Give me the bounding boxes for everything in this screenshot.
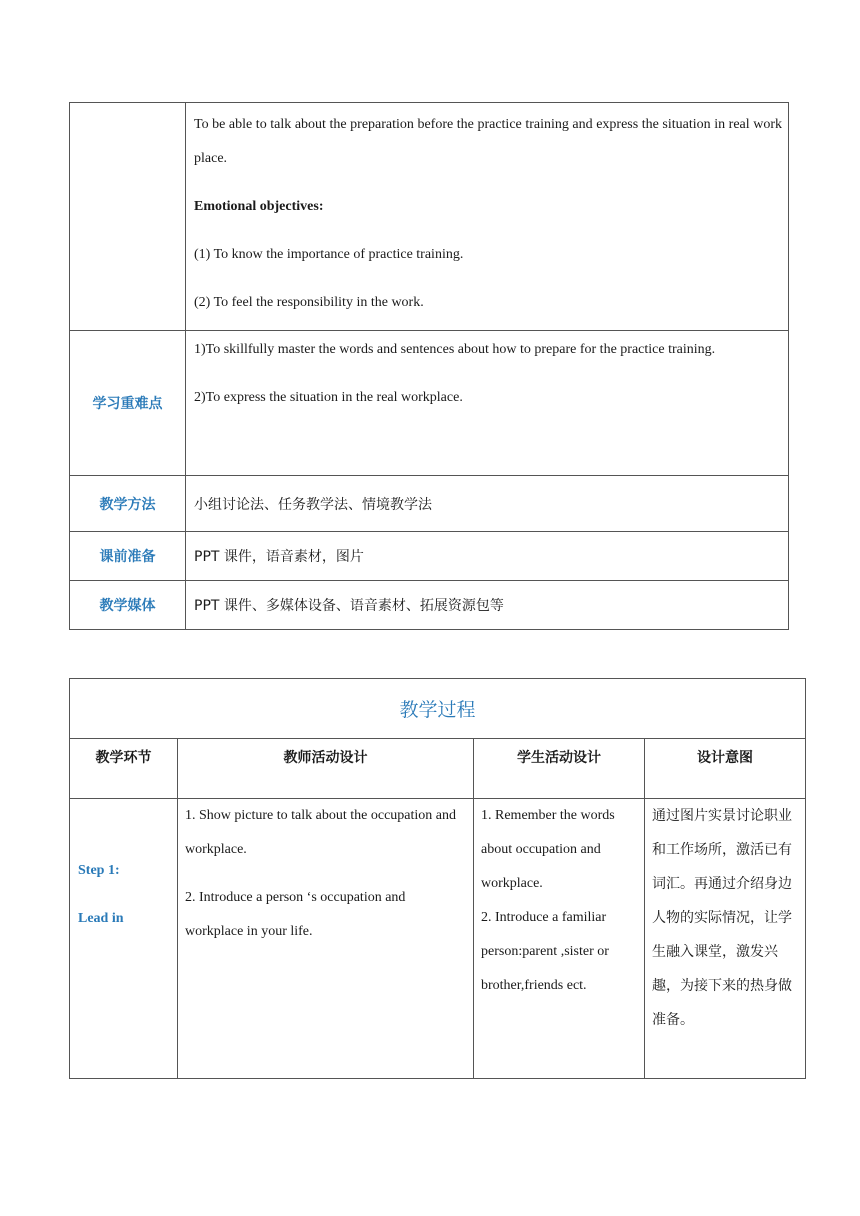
objective-text: To be able to talk about the preparation before the practice training and express the situation in real work place. [194,117,782,166]
table-row [70,799,806,1079]
student-activity-cell [474,799,645,1079]
student-activity: 1. Remember the words about occupation and workplace. [481,808,615,891]
process-title: 教学过程 [70,679,806,739]
empty-label-cell [70,103,186,331]
step-cell [70,799,178,1079]
media-value: PPT 课件、多媒体设备、语音素材、拓展资源包等 [186,581,789,630]
key-point-item: 1)To skillfully master the words and sentences about how to prepare for the practice training. [194,342,716,357]
key-point-item: 2)To express the situation in the real workplace. [194,390,463,405]
preparation-label: 课前准备 [70,532,186,581]
teacher-activity: 1. Show picture to talk about the occupation and workplace. [185,808,456,857]
header-teacher: 教师活动设计 [178,739,474,799]
emotional-heading: Emotional objectives: [194,199,324,214]
media-label: 教学媒体 [70,581,186,630]
emotional-item: (2) To feel the responsibility in the work. [194,295,424,310]
header-step: 教学环节 [70,739,178,799]
step-number: Step 1: [78,863,120,878]
header-intent: 设计意图 [645,739,806,799]
intent-cell [645,799,806,1079]
process-table [69,678,806,1079]
emotional-item: (1) To know the importance of practice training. [194,247,464,262]
student-activity: 2. Introduce a familiar person:parent ,sister or brother,friends ect. [481,910,609,993]
objectives-cell [186,103,789,331]
teacher-activity-cell [178,799,474,1079]
step-name: Lead in [78,911,124,926]
key-points-cell [186,331,789,476]
key-points-label: 学习重难点 [70,331,186,476]
objectives-table [69,102,789,630]
design-intent: 通过图片实景讨论职业和工作场所，激活已有词汇。再通过介绍身边人物的实际情况，让学生融入课堂，激发兴趣，为接下来的热身做准备。 [652,808,792,1028]
teacher-activity: 2. Introduce a person ‘s occupation and workplace in your life. [185,890,406,939]
methods-label: 教学方法 [70,476,186,532]
header-student: 学生活动设计 [474,739,645,799]
methods-value: 小组讨论法、任务教学法、情境教学法 [186,476,789,532]
preparation-value: PPT 课件，语音素材，图片 [186,532,789,581]
